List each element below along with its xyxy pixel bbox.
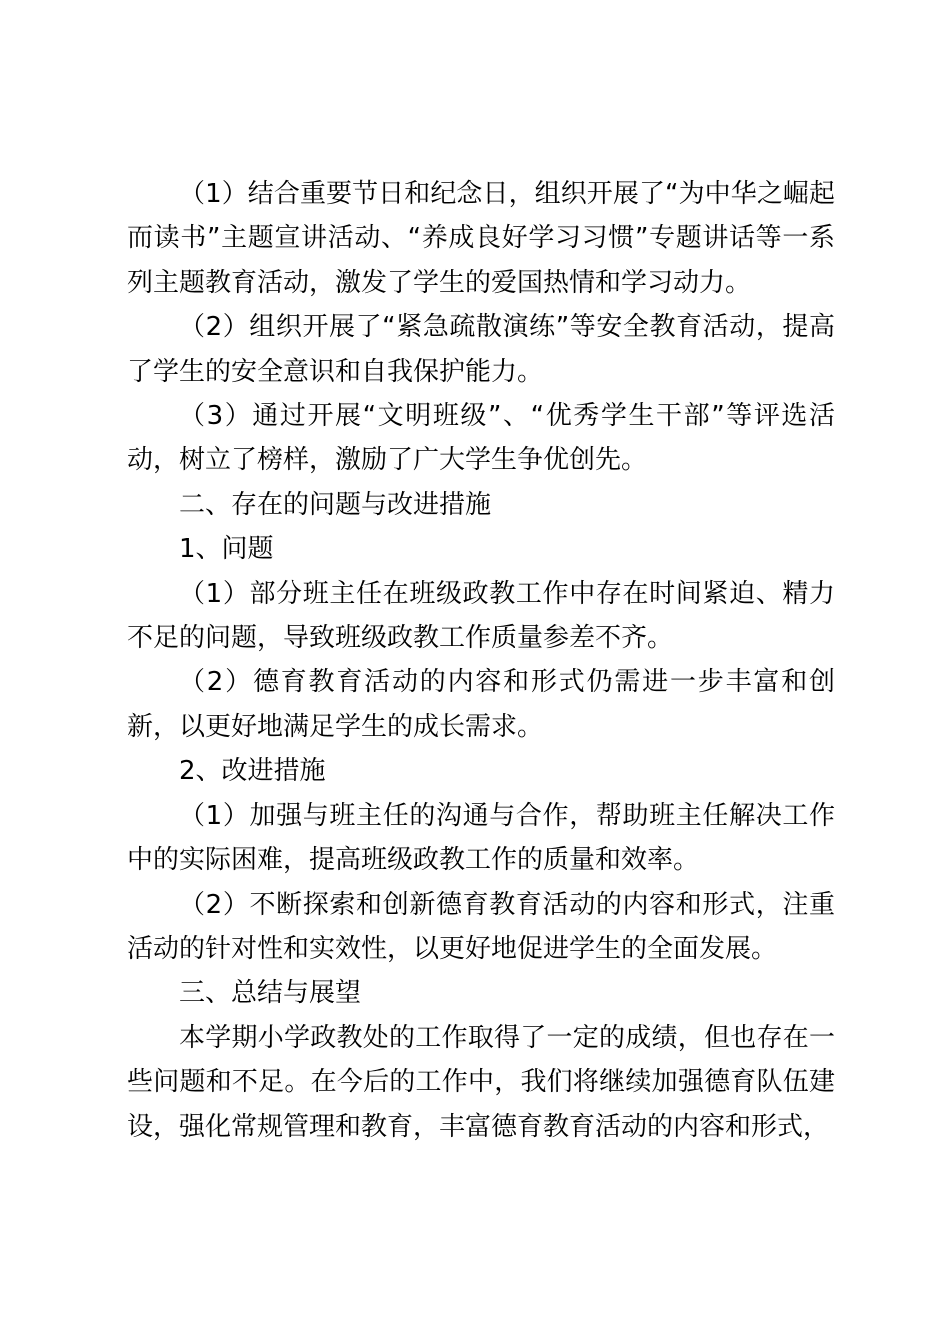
section-heading-summary: 三、总结与展望 <box>179 978 362 1009</box>
paragraph-problem-1: （1）部分班主任在班级政教工作中存在时间紧迫、精力不足的问题，导致班级政教工作质量参差不齐。 <box>127 578 835 654</box>
paragraph-activity-1: （1）结合重要节日和纪念日，组织开展了“为中华之崛起而读书”主题宣讲活动、“养成良好学习习惯”专题讲话等一系列主题教育活动，激发了学生的爱国热情和学习动力。 <box>127 179 835 298</box>
paragraph-improvement-2: （2）不断探索和创新德育教育活动的内容和形式，注重活动的针对性和实效性，以更好地促进学生的全面发展。 <box>127 889 835 964</box>
paragraph-activity-3: （3）通过开展“文明班级”、“优秀学生干部”等评选活动，树立了榜样，激励了广大学生争优创先。 <box>127 401 835 476</box>
subheading-improvements: 2、改进措施 <box>179 756 326 787</box>
paragraph-summary: 本学期小学政教处的工作取得了一定的成绩，但也存在一些问题和不足。在今后的工作中，我们将继续加强德育队伍建设，强化常规管理和教育，丰富德育教育活动的内容和形式， <box>127 1022 835 1142</box>
document-body <box>127 172 835 1149</box>
paragraph-problem-2: （2）德育教育活动的内容和形式仍需进一步丰富和创新，以更好地满足学生的成长需求。 <box>127 667 835 742</box>
section-heading-problems: 二、存在的问题与改进措施 <box>179 489 492 520</box>
paragraph-activity-2: （2）组织开展了“紧急疏散演练”等安全教育活动，提高了学生的安全意识和自我保护能力。 <box>127 312 835 387</box>
subheading-problems: 1、问题 <box>179 534 274 565</box>
paragraph-improvement-1: （1）加强与班主任的沟通与合作，帮助班主任解决工作中的实际困难，提高班级政教工作的质量和效率。 <box>127 800 835 876</box>
